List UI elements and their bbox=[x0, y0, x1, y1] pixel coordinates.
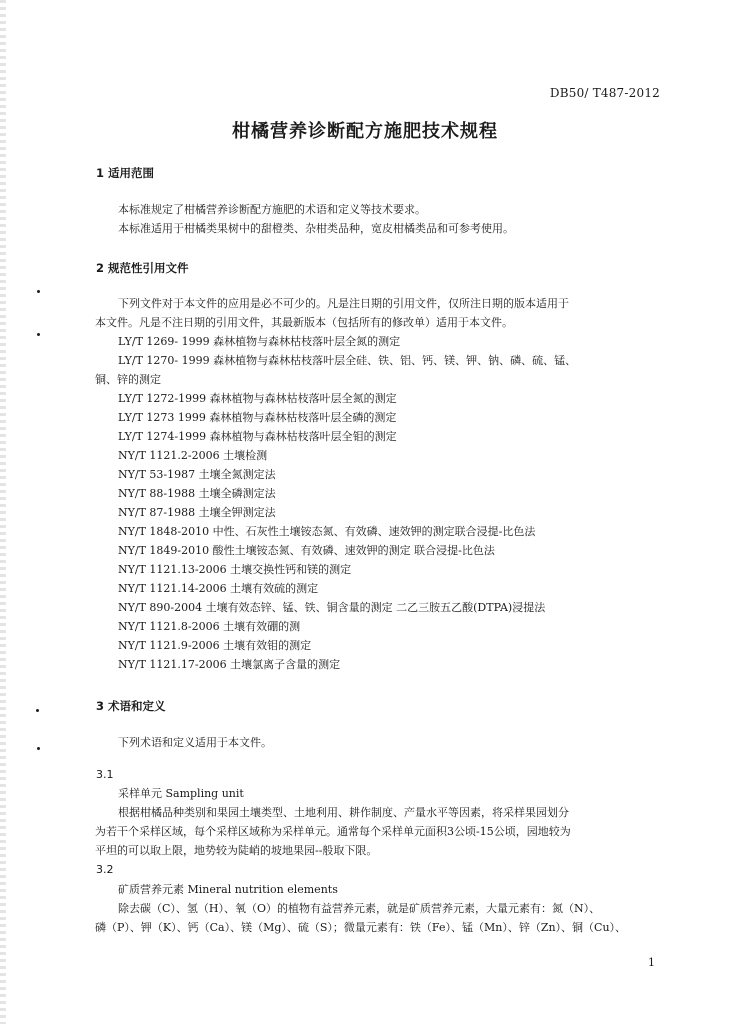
section-1-paragraph: 本标准适用于柑橘类果树中的甜橙类、杂柑类品种，宽皮柑橘类品和可参考使用。 bbox=[118, 222, 514, 235]
term-number: 3.2 bbox=[96, 863, 114, 876]
section-1-paragraph: 本标准规定了柑橘营养诊断配方施肥的术语和定义等技术要求。 bbox=[118, 203, 426, 216]
term-name: 矿质营养元素 Mineral nutrition elements bbox=[118, 883, 338, 896]
reference-item: LY/T 1269- 1999 森林植物与森林枯枝落叶层全氮的测定 bbox=[118, 335, 401, 348]
scan-speck bbox=[37, 290, 40, 293]
reference-item: NY/T 890-2004 土壤有效态锌、锰、铁、铜含量的测定 二乙三胺五乙酸(DTPA)浸提法 bbox=[118, 601, 546, 614]
section-2-intro: 本文件。凡是不注日期的引用文件，其最新版本（包括所有的修改单）适用于本文件。 bbox=[95, 316, 513, 329]
term-definition: 磷（P）、钾（K）、钙（Ca）、镁（Mg）、硫（S）；微量元素有：铁（Fe）、锰（Mn）、锌（Zn）、铜（Cu）、 bbox=[95, 921, 627, 934]
document-title: 柑橘营养诊断配方施肥技术规程 bbox=[232, 121, 498, 142]
page-number: 1 bbox=[648, 956, 655, 969]
reference-item: NY/T 53-1987 土壤全氮测定法 bbox=[118, 468, 276, 481]
scan-speck bbox=[36, 709, 39, 712]
section-3-heading: 3 术语和定义 bbox=[96, 699, 166, 713]
reference-item: NY/T 88-1988 土壤全磷测定法 bbox=[118, 487, 276, 500]
term-definition: 根据柑橘品种类别和果园土壤类型、土地利用、耕作制度、产量水平等因素，将采样果园划分 bbox=[118, 806, 569, 819]
term-definition: 为若干个采样区域，每个采样区域称为采样单元。通常每个采样单元面积3公顷-15公顷，园地较为 bbox=[95, 825, 571, 838]
document-code: DB50/ T487-2012 bbox=[549, 86, 660, 100]
scan-edge bbox=[0, 0, 6, 1024]
reference-item: NY/T 1121.17-2006 土壤氯离子含量的测定 bbox=[118, 658, 341, 671]
reference-item: NY/T 1121.2-2006 土壤检测 bbox=[118, 449, 268, 462]
scan-speck bbox=[37, 333, 40, 336]
reference-item: LY/T 1273 1999 森林植物与森林枯枝落叶层全磷的测定 bbox=[118, 411, 397, 424]
reference-item: NY/T 1849-2010 酸性土壤铵态氮、有效磷、速效钾的测定 联合浸提-比色法 bbox=[118, 544, 495, 557]
term-definition: 平坦的可以取上限，地势较为陡峭的坡地果园--般取下限。 bbox=[95, 844, 378, 857]
reference-item: LY/T 1274-1999 森林植物与森林枯枝落叶层全钼的测定 bbox=[118, 430, 397, 443]
term-number: 3.1 bbox=[96, 768, 114, 781]
reference-item: NY/T 87-1988 土壤全钾测定法 bbox=[118, 506, 276, 519]
scan-speck bbox=[37, 747, 40, 750]
reference-item: NY/T 1121.9-2006 土壤有效钼的测定 bbox=[118, 639, 312, 652]
reference-item: LY/T 1270- 1999 森林植物与森林枯枝落叶层全硅、铁、铝、钙、镁、钾、钠、磷、硫、锰、 bbox=[118, 354, 577, 367]
term-definition: 除去碳（C）、氢（H）、氧（O）的植物有益营养元素，就是矿质营养元素，大量元素有：氮（N）、 bbox=[118, 902, 601, 915]
reference-item-continuation: 铜、锌的测定 bbox=[95, 373, 161, 386]
section-3-intro: 下列术语和定义适用于本文件。 bbox=[118, 736, 272, 749]
term-name: 采样单元 Sampling unit bbox=[118, 787, 244, 800]
reference-item: NY/T 1121.8-2006 土壤有效硼的测 bbox=[118, 620, 301, 633]
reference-item: NY/T 1121.13-2006 土壤交换性钙和镁的测定 bbox=[118, 563, 352, 576]
section-2-intro: 下列文件对于本文件的应用是必不可少的。凡是注日期的引用文件，仅所注日期的版本适用于 bbox=[118, 297, 569, 310]
reference-item: NY/T 1121.14-2006 土壤有效硫的测定 bbox=[118, 582, 319, 595]
section-2-heading: 2 规范性引用文件 bbox=[96, 261, 189, 275]
section-1-heading: 1 适用范围 bbox=[96, 166, 155, 180]
reference-item: LY/T 1272-1999 森林植物与森林枯枝落叶层全氮的测定 bbox=[118, 392, 397, 405]
reference-item: NY/T 1848-2010 中性、石灰性土壤铵态氮、有效磷、速效钾的测定联合浸提-比色法 bbox=[118, 525, 536, 538]
